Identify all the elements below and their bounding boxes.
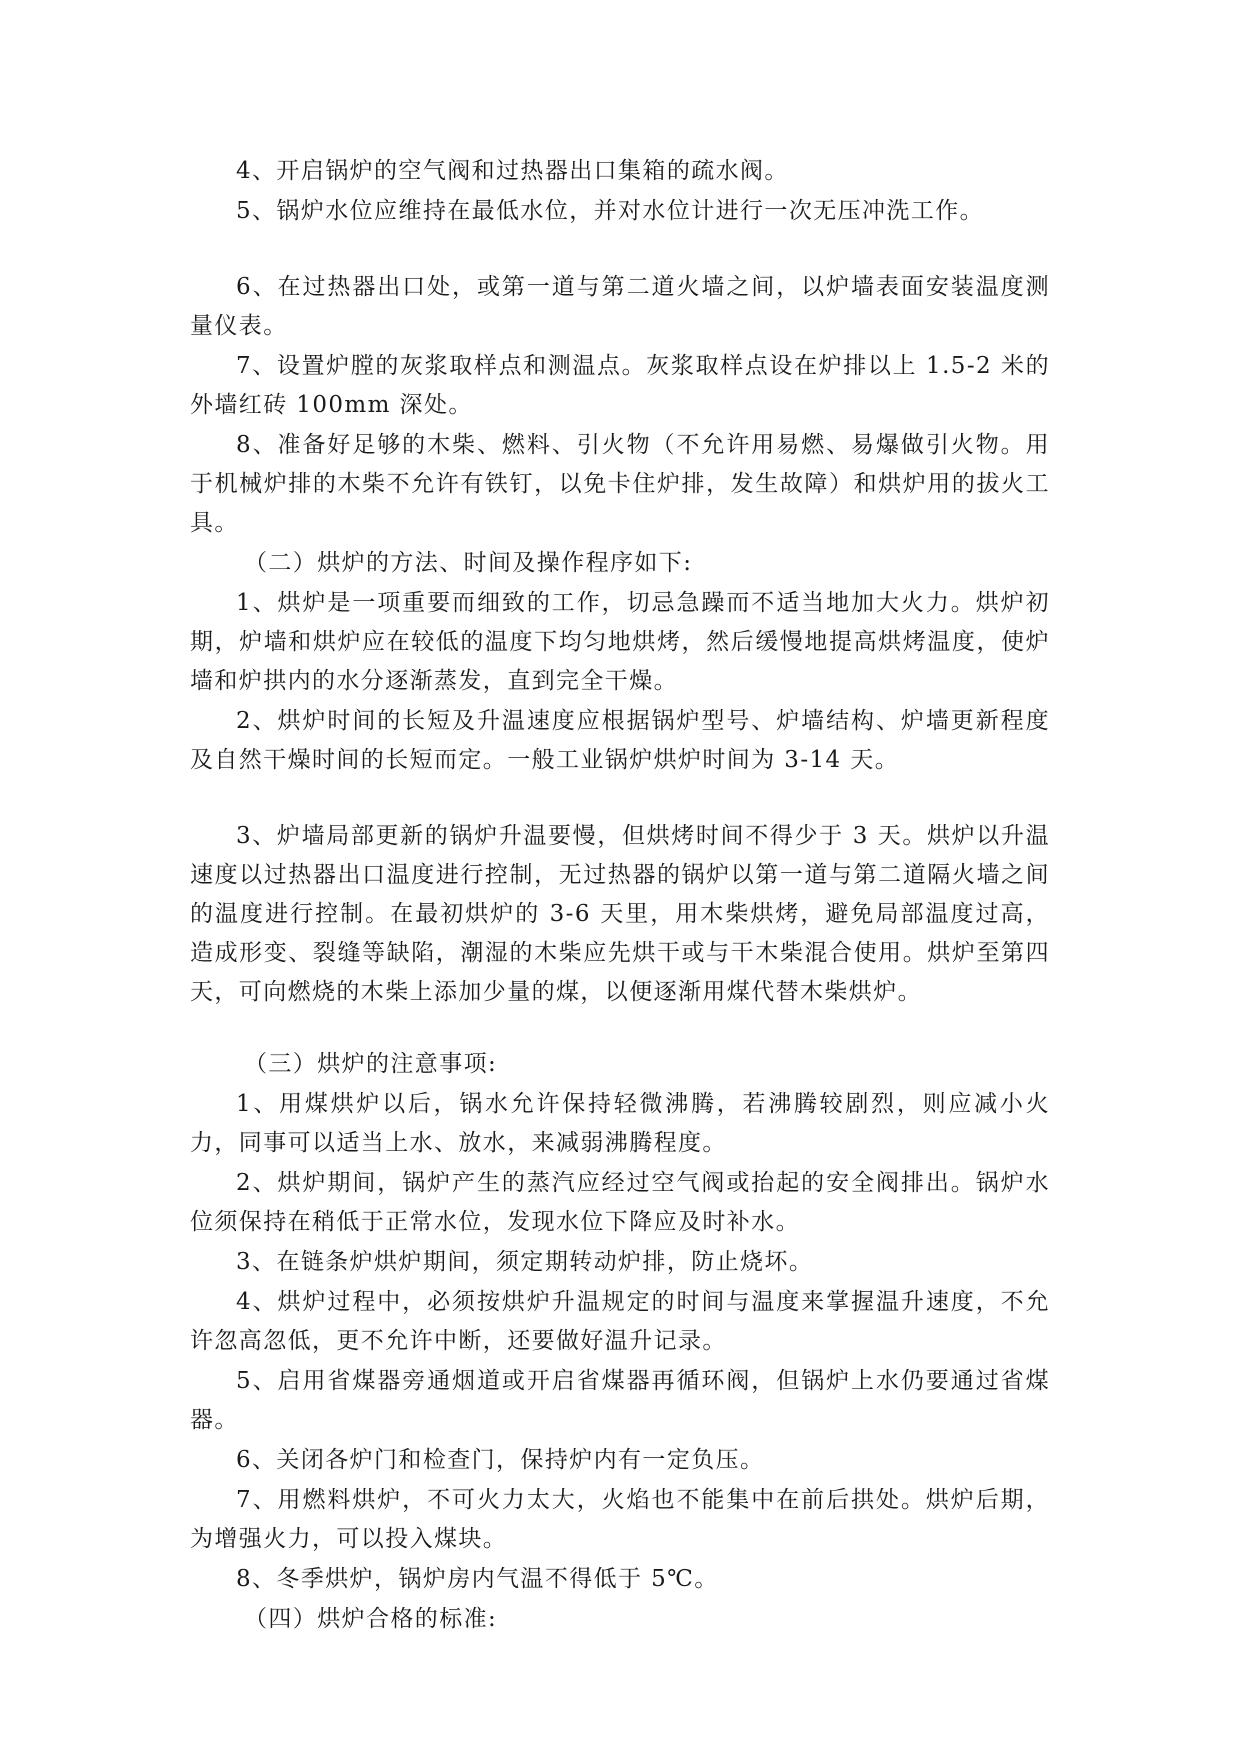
item-open-air-valve: 4、开启锅炉的空气阀和过热器出口集箱的疏水阀。	[236, 158, 789, 184]
section-heading-method: （二）烘炉的方法、时间及操作程序如下:	[244, 550, 693, 576]
spacer	[190, 232, 1050, 268]
precaution-item-5: 5、启用省煤器旁通烟道或开启省煤器再循环阀，但锅炉上水仍要通过省煤器。	[190, 1368, 1050, 1433]
item-temperature-instrument: 6、在过热器出口处，或第一道与第二道火墙之间，以炉墙表面安装温度测量仪表。	[190, 274, 1050, 339]
item-firewood: 8、准备好足够的木柴、燃料、引火物（不允许用易燃、易爆做引火物。用于机械炉排的木柴不允许有铁钉，以免卡住炉排，发生故障）和烘炉用的拔火工具。	[190, 432, 1050, 536]
section-heading-standard: （四）烘炉合格的标准:	[244, 1606, 498, 1632]
precaution-item-1: 1、用煤烘炉以后，锅水允许保持轻微沸腾，若沸腾较剧烈，则应减小火力，同事可以适当上水、放水，来减弱沸腾程度。	[190, 1091, 1050, 1156]
method-item-3: 3、炉墙局部更新的锅炉升温要慢，但烘烤时间不得少于 3 天。烘炉以升温速度以过热器出口温度进行控制，无过热器的锅炉以第一道与第二道隔火墙之间的温度进行控制。在最初烘炉的 3-6 天里，用木柴烘烤，避免局部温度过高，造成形变、裂缝等缺陷，潮湿的木柴应先烘干或与干木柴混合使用。烘炉至第四天，可向燃烧的木柴上添加少量的煤，以便逐渐用煤代替木柴烘炉。	[190, 823, 1050, 1005]
precaution-item-4: 4、烘炉过程中，必须按烘炉升温规定的时间与温度来掌握温升速度，不允许忽高忽低，更不允许中断，还要做好温升记录。	[190, 1289, 1050, 1354]
section-heading-precautions: （三）烘炉的注意事项:	[244, 1051, 498, 1077]
item-water-level: 5、锅炉水位应维持在最低水位，并对水位计进行一次无压冲洗工作。	[236, 198, 985, 224]
method-item-2: 2、烘炉时间的长短及升温速度应根据锅炉型号、炉墙结构、炉墙更新程度及自然干燥时间的长短而定。一般工业锅炉烘炉时间为 3-14 天。	[190, 708, 1050, 773]
precaution-item-3: 3、在链条炉烘炉期间，须定期转动炉排，防止烧坏。	[236, 1249, 814, 1275]
spacer	[190, 1013, 1050, 1045]
precaution-item-6: 6、关闭各炉门和检查门，保持炉内有一定负压。	[236, 1447, 765, 1473]
method-item-1: 1、烘炉是一项重要而细致的工作，切忌急躁而不适当地加大火力。烘炉初期，炉墙和烘炉应在较低的温度下均匀地烘烤，然后缓慢地提高烘烤温度，使炉墙和炉拱内的水分逐渐蒸发，直到完全干燥。	[190, 590, 1050, 694]
precaution-item-2: 2、烘炉期间，锅炉产生的蒸汽应经过空气阀或抬起的安全阀排出。锅炉水位须保持在稍低于正常水位，发现水位下降应及时补水。	[190, 1170, 1050, 1235]
spacer	[190, 781, 1050, 817]
precaution-item-7: 7、用燃料烘炉，不可火力太大，火焰也不能集中在前后拱处。烘炉后期，为增强火力，可以投入煤块。	[190, 1487, 1050, 1552]
document-body	[190, 152, 1050, 1640]
precaution-item-8: 8、冬季烘炉，锅炉房内气温不得低于 5℃。	[236, 1566, 719, 1592]
item-sampling-point: 7、设置炉膛的灰浆取样点和测温点。灰浆取样点设在炉排以上 1.5-2 米的外墙红砖 100mm 深处。	[190, 353, 1050, 418]
